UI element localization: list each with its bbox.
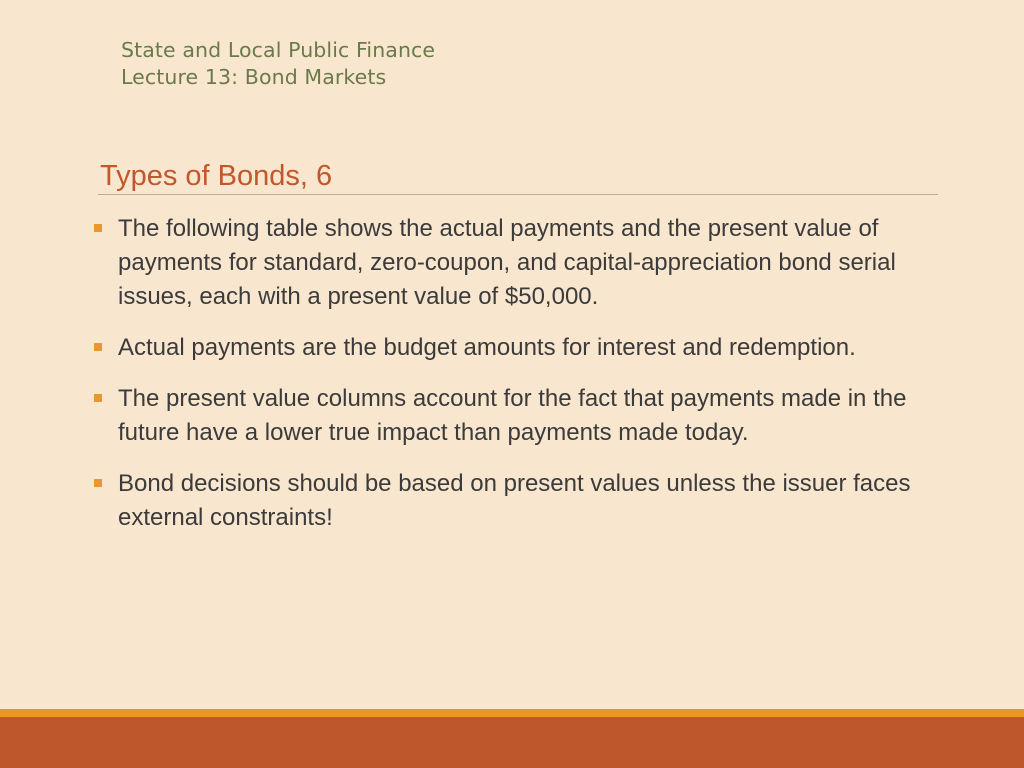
bullet-item xyxy=(94,467,944,535)
square-bullet-icon xyxy=(94,224,102,232)
title-divider xyxy=(98,194,938,195)
slide-title: Types of Bonds, 6 xyxy=(100,160,333,192)
square-bullet-icon xyxy=(94,394,102,402)
slide-header xyxy=(121,37,435,91)
bullet-text: The following table shows the actual payments and the present value of payments for standard, zero-coupon, and capital-appreciation bond serial issues, each with a present value of $50,000. xyxy=(118,215,896,310)
footer-accent-stripe xyxy=(0,709,1024,717)
bullet-list xyxy=(94,212,944,552)
bullet-item xyxy=(94,212,944,314)
bullet-text: Actual payments are the budget amounts for interest and redemption. xyxy=(118,334,856,361)
bullet-item xyxy=(94,382,944,450)
bullet-text: Bond decisions should be based on present values unless the issuer faces external constraints! xyxy=(118,470,911,531)
square-bullet-icon xyxy=(94,479,102,487)
bullet-text: The present value columns account for the fact that payments made in the future have a lower true impact than payments made today. xyxy=(118,385,907,446)
bullet-item xyxy=(94,331,944,365)
footer-band xyxy=(0,717,1024,768)
course-title: State and Local Public Finance xyxy=(121,38,436,62)
lecture-title: Lecture 13: Bond Markets xyxy=(121,65,387,89)
square-bullet-icon xyxy=(94,343,102,351)
